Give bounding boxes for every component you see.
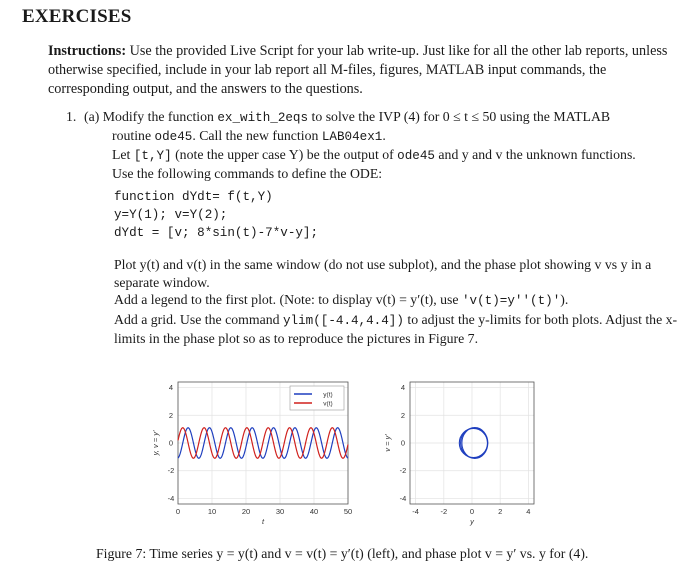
instructions-text: Use the provided Live Script for your lab write-up. Just like for all the other lab reports, unless otherwise specified, include in your lab report all M-files, figures, MATLAB input commands, the corresponding output, and the answers to the questions. <box>48 43 668 97</box>
page-title: EXERCISES <box>22 6 132 27</box>
exercise-line3a: Let <box>112 147 134 162</box>
x-tick-label: 0 <box>175 507 181 516</box>
figure-7 <box>0 360 700 540</box>
y-tick-label: -4 <box>399 493 407 503</box>
legend-note-a: Add a legend to the first plot. (Note: to display v(t) = y′(t), use <box>114 292 462 308</box>
legend-note-b: ). <box>560 292 569 308</box>
ode45-token: ode45 <box>154 130 193 144</box>
exercise-part: (a) <box>84 109 100 124</box>
exercise-item <box>66 108 684 183</box>
x-tick-label: 30 <box>275 507 285 516</box>
ode45-token-2: ode45 <box>397 149 435 163</box>
y-tick-label: -2 <box>167 466 175 476</box>
plot-instructions-p1: Plot y(t) and v(t) in the same window (do not use subplot), and the phase plot showing v vs y in a separate window. <box>114 257 652 290</box>
exercise-line2a: routine <box>112 128 155 143</box>
grid-note-code: ylim([-4.4,4.4]) <box>282 313 404 328</box>
x-axis-label: t <box>261 517 265 526</box>
plot-instructions <box>114 256 686 348</box>
y-axis-label: v = y' <box>383 434 392 452</box>
y-axis-label: y, v = y' <box>151 430 160 456</box>
y-tick-label: 0 <box>400 438 406 448</box>
x-tick-label: -2 <box>440 507 448 516</box>
exercise-line2c: . <box>382 128 386 143</box>
y-tick-label: 2 <box>400 410 406 420</box>
x-tick-label: 2 <box>498 507 503 516</box>
exercise-number: 1. <box>66 109 77 124</box>
y-tick-label: -2 <box>399 466 407 476</box>
exercise-line4: Use the following commands to define the ODE: <box>112 166 383 181</box>
instructions-label: Instructions: <box>48 43 127 59</box>
legend-label: y(t) <box>323 391 333 399</box>
y-tick-label: -4 <box>167 493 175 503</box>
exercise-line3b: (note the upper case Y) be the output of <box>171 147 398 162</box>
new-function-name: LAB04ex1 <box>321 130 383 144</box>
y-tick-label: 0 <box>168 438 174 448</box>
exercise-line1b: to solve the IVP (4) for 0 ≤ t ≤ 50 using the MATLAB <box>308 109 611 124</box>
figure-caption: Figure 7: Time series y = y(t) and v = v(t) = y′(t) (left), and phase plot v = y′ vs. y for (4). <box>96 546 589 561</box>
legend-box <box>290 386 344 410</box>
x-tick-label: -4 <box>412 507 419 516</box>
code-block <box>114 188 318 242</box>
code-line: y=Y(1); v=Y(2); <box>114 208 228 222</box>
x-tick-label: 40 <box>309 507 319 516</box>
x-tick-label: 0 <box>469 507 475 516</box>
grid-note-b: to adjust the y-limits for both plots. Adjust the x-limits in the phase plot so as to reproduce the pictures in Figure 7. <box>114 311 678 347</box>
x-tick-label: 4 <box>526 507 531 516</box>
x-axis-label: y <box>470 517 474 526</box>
y-tick-label: 4 <box>168 383 174 393</box>
function-name: ex_with_2eqs <box>217 111 309 125</box>
code-line: function dYdt= f(t,Y) <box>114 190 273 204</box>
output-token: [t,Y] <box>133 149 172 163</box>
x-tick-label: 20 <box>241 507 251 516</box>
x-tick-label: 10 <box>207 507 217 516</box>
exercise-line1a: Modify the function <box>102 109 218 124</box>
exercise-line2b: . Call the new function <box>192 128 322 143</box>
y-tick-label: 4 <box>400 383 406 393</box>
exercise-line3c: and y and v the unknown functions. <box>434 147 636 162</box>
instructions-paragraph <box>48 42 688 99</box>
grid-note-a: Add a grid. Use the command <box>114 311 283 327</box>
legend-note-code: 'v(t)=y''(t)' <box>462 294 561 309</box>
code-line: dYdt = [v; 8*sin(t)-7*v-y]; <box>114 226 319 240</box>
y-tick-label: 2 <box>168 410 174 420</box>
legend-label: v(t) <box>323 400 333 408</box>
x-tick-label: 50 <box>343 507 353 516</box>
